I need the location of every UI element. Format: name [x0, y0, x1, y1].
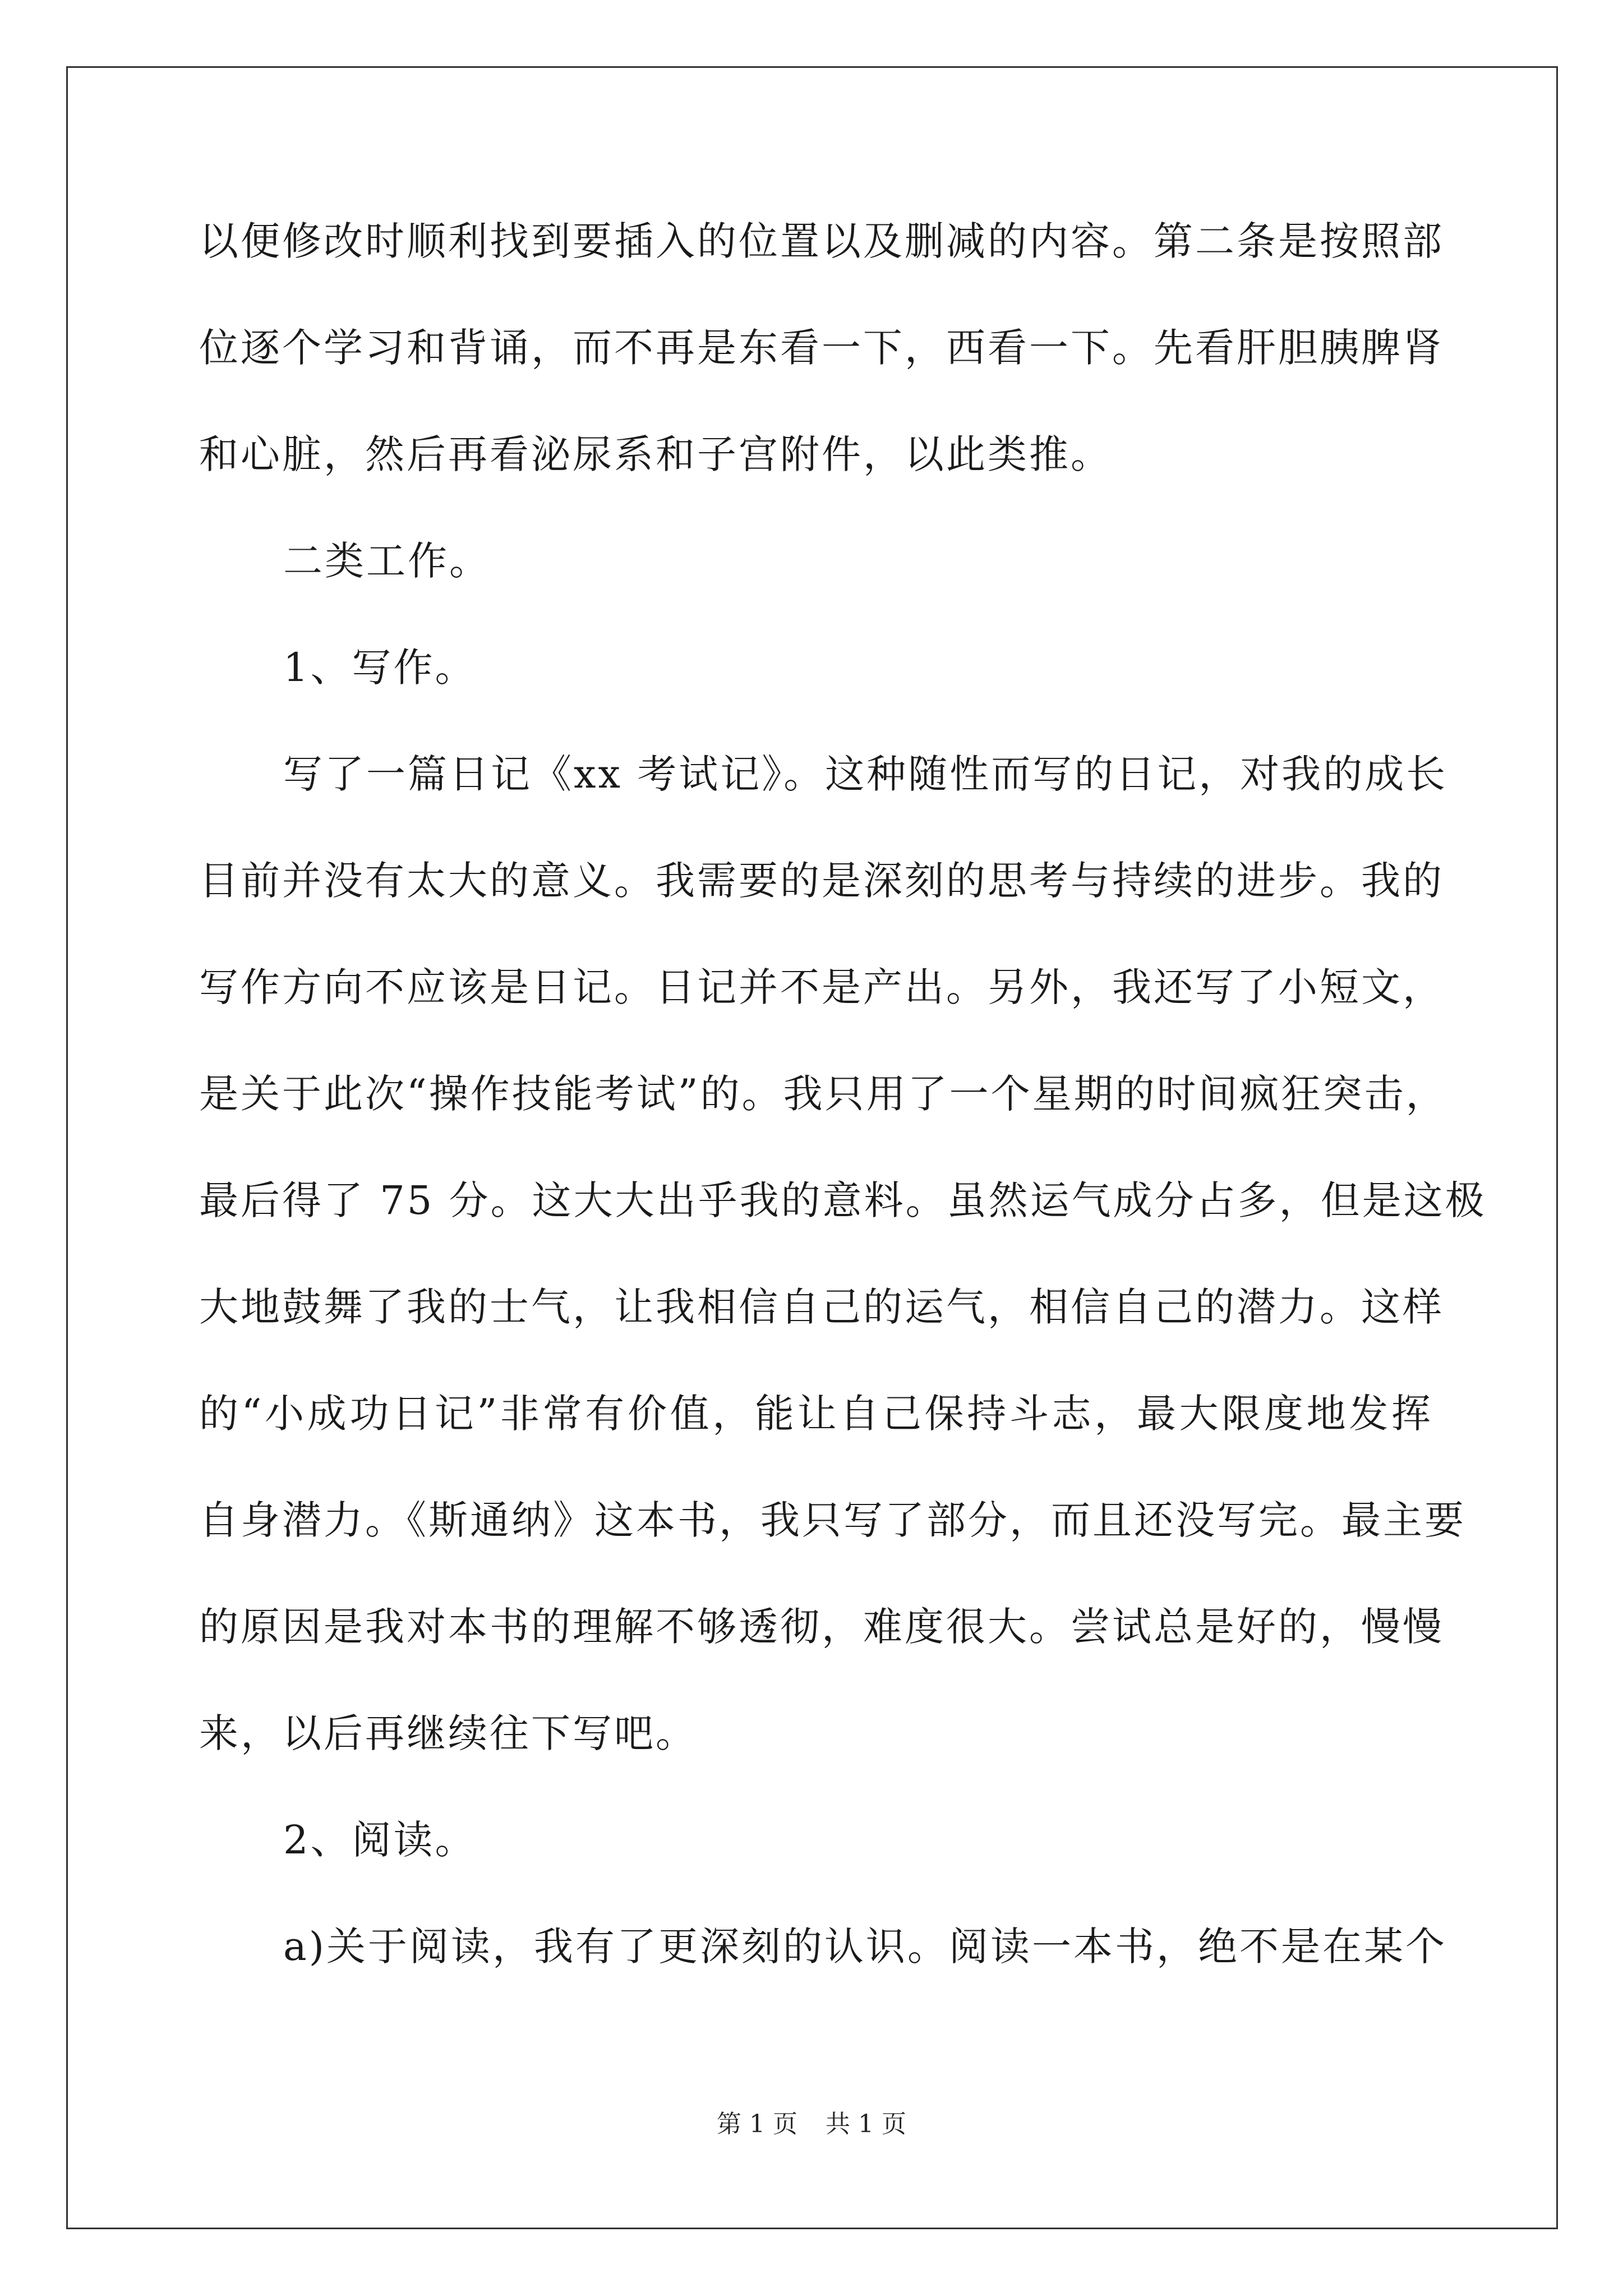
- text-line: 的“小成功日记”非常有价值，能让自己保持斗志，最大限度地发挥: [199, 1391, 1433, 1437]
- page-footer: [0, 2108, 1623, 2141]
- text-line: 写了一篇日记《xx 考试记》。这种随性而写的日记，对我的成长: [283, 751, 1448, 797]
- page-number-current: 第 1 页: [717, 2110, 797, 2138]
- text-line: 自身潜力。《斯通纳》这本书，我只写了部分，而且还没写完。最主要: [199, 1497, 1466, 1543]
- subsection-heading: 2、阅读。: [283, 1817, 477, 1863]
- text-line: 以便修改时顺利找到要插入的位置以及删减的内容。第二条是按照部: [199, 218, 1444, 264]
- text-line: 位逐个学习和背诵，而不再是东看一下，西看一下。先看肝胆胰脾肾: [199, 325, 1444, 371]
- text-line: 和心脏，然后再看泌尿系和子宫附件，以此类推。: [199, 431, 1112, 477]
- text-line: 最后得了 75 分。这大大出乎我的意料。虽然运气成分占多，但是这极: [199, 1177, 1487, 1223]
- text-line: 大地鼓舞了我的士气，让我相信自己的运气，相信自己的潜力。这样: [199, 1284, 1444, 1330]
- page-border: [66, 66, 1558, 2229]
- text-line: 写作方向不应该是日记。日记并不是产出。另外，我还写了小短文，: [199, 964, 1444, 1010]
- page-number-total: 共 1 页: [826, 2110, 906, 2138]
- text-line: a)关于阅读，我有了更深刻的认识。阅读一本书，绝不是在某个: [283, 1924, 1447, 1970]
- subsection-heading: 1、写作。: [283, 645, 477, 691]
- text-line: 是关于此次“操作技能考试”的。我只用了一个星期的时间疯狂突击，: [199, 1071, 1447, 1117]
- text-line: 目前并没有太大的意义。我需要的是深刻的思考与持续的进步。我的: [199, 858, 1444, 904]
- text-line: 来，以后再继续往下写吧。: [199, 1710, 697, 1756]
- text-line: 的原因是我对本书的理解不够透彻，难度很大。尝试总是好的，慢慢: [199, 1604, 1444, 1650]
- section-heading: 二类工作。: [283, 538, 491, 584]
